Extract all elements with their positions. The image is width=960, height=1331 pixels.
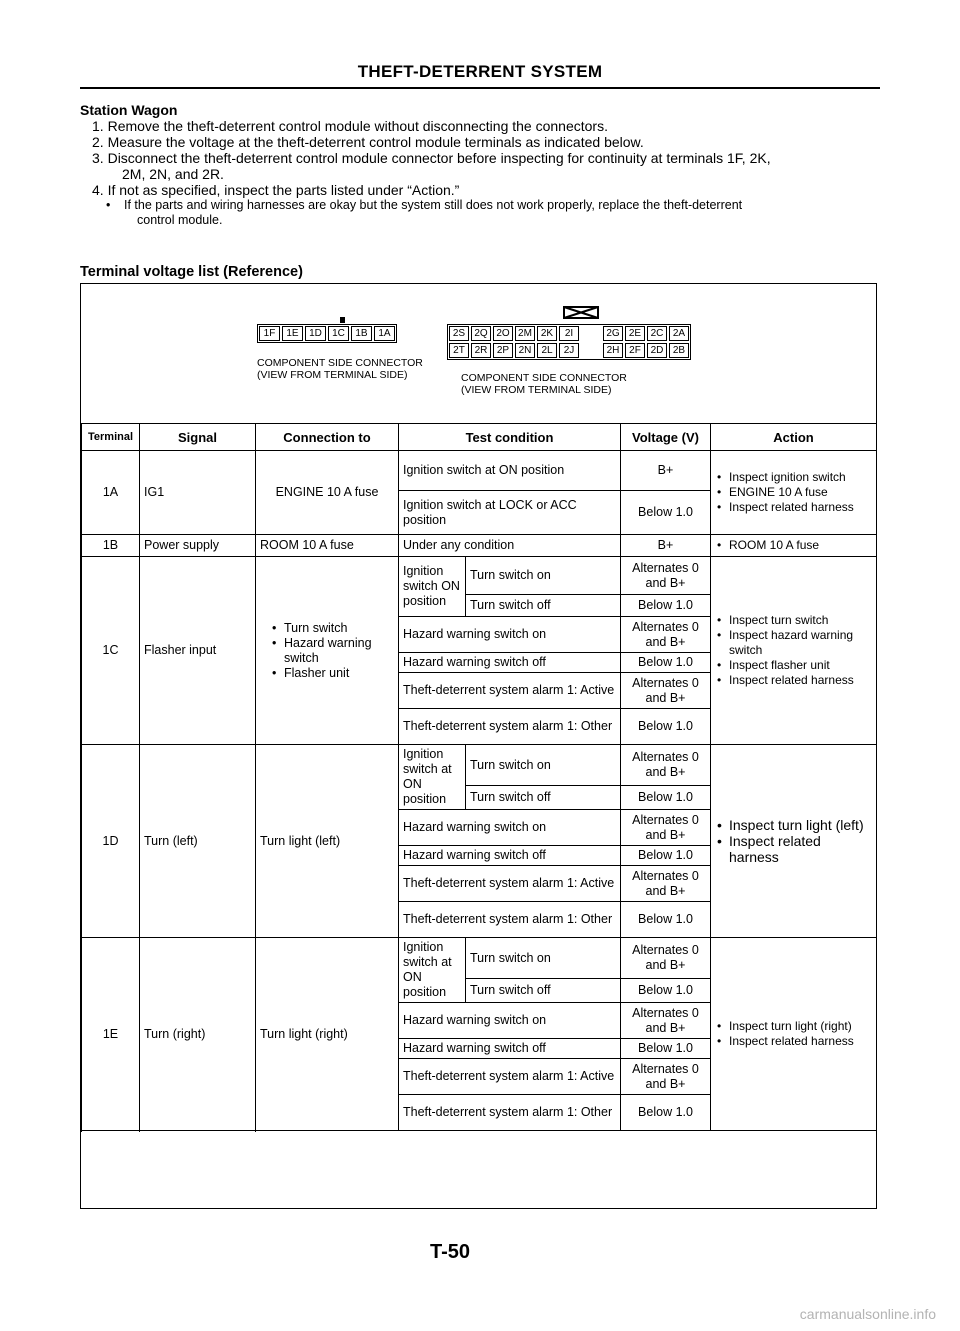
voltage-cell: Alternates 0 and B+ (621, 938, 711, 979)
voltage-cell: Below 1.0 (621, 491, 711, 535)
condition-cell: Turn switch on (466, 745, 621, 786)
condition-cell: Hazard warning switch off (399, 846, 621, 866)
condition-cell: Theft-deterrent system alarm 1: Active (399, 1059, 621, 1095)
instructions (80, 102, 880, 228)
connector-b-pin: 2P (493, 343, 513, 358)
condition-cell: Turn switch off (466, 786, 621, 810)
signal-cell: Flasher input (140, 557, 256, 745)
connector-b-pin: 2I (559, 326, 579, 341)
connector-b-pin: 2K (537, 326, 557, 341)
action-cell: • Inspect turn light (left) • Inspect related harness (711, 745, 877, 938)
condition-cell: Hazard warning switch on (399, 617, 621, 653)
table-title: Terminal voltage list (Reference) (80, 264, 303, 280)
connector-a-pin: 1F (259, 326, 280, 341)
voltage-cell: B+ (621, 535, 711, 557)
signal-cell: Power supply (140, 535, 256, 557)
action-cell: • Inspect ignition switch • ENGINE 10 A fuse • Inspect related harness (711, 451, 877, 535)
title-rule (80, 87, 880, 89)
terminal-cell: 1A (82, 451, 140, 535)
connector-b-pin: 2Q (471, 326, 491, 341)
voltage-cell: Below 1.0 (621, 1039, 711, 1059)
connector-a-pin: 1C (328, 326, 349, 341)
connector-diagram (81, 284, 876, 423)
action-cell: • Inspect turn light (right) • Inspect related harness (711, 938, 877, 1131)
header-action: Action (711, 424, 877, 451)
voltage-cell: Below 1.0 (621, 786, 711, 810)
connector-b-pin: 2A (669, 326, 689, 341)
connector-a-pin: 1B (351, 326, 372, 341)
connector-b-pin: 2N (515, 343, 535, 358)
condition-cell: Theft-deterrent system alarm 1: Other (399, 1095, 621, 1131)
condition-cell: Hazard warning switch off (399, 1039, 621, 1059)
voltage-cell: Alternates 0 and B+ (621, 866, 711, 902)
connector-b-gap (580, 325, 582, 342)
bullet-note: • If the parts and wiring harnesses are okay but the system still does not work properly, replace the theft-deterrent control module. (106, 198, 743, 227)
step-1: 1. Remove the theft-deterrent control module without disconnecting the connectors. (92, 118, 608, 134)
terminal-voltage-box (80, 283, 877, 1209)
condition-cell: Turn switch off (466, 979, 621, 1003)
signal-cell: Turn (left) (140, 745, 256, 938)
connector-b-key-mark (563, 306, 599, 319)
ignition-cell: Ignition switch at ON position (399, 938, 466, 1003)
page-number: T-50 (430, 1241, 471, 1263)
voltage-cell: Below 1.0 (621, 1095, 711, 1131)
step-4: 4. If not as specified, inspect the parts listed under “Action.” (92, 182, 460, 198)
table-row (82, 745, 877, 786)
voltage-cell: Below 1.0 (621, 902, 711, 938)
connector-a-caption: COMPONENT SIDE CONNECTOR (VIEW FROM TERMINAL SIDE) (257, 357, 423, 381)
terminal-cell: 1B (82, 535, 140, 557)
voltage-cell: Below 1.0 (621, 653, 711, 673)
connector-b-gap (580, 342, 582, 359)
connector-b-caption: COMPONENT SIDE CONNECTOR (VIEW FROM TERMINAL SIDE) (461, 372, 627, 396)
table-row (82, 557, 877, 595)
connector-b-pin: 2O (493, 326, 513, 341)
condition-cell: Theft-deterrent system alarm 1: Active (399, 673, 621, 709)
header-connection: Connection to (256, 424, 399, 451)
voltage-cell: Alternates 0 and B+ (621, 1003, 711, 1039)
voltage-cell: B+ (621, 451, 711, 491)
connector-b-pin: 2D (647, 343, 667, 358)
connector-b-pin: 2G (603, 326, 623, 341)
section-subtitle: Station Wagon (80, 102, 178, 118)
voltage-cell: Below 1.0 (621, 595, 711, 617)
connector-b-pin: 2R (471, 343, 491, 358)
connector-b-pin: 2J (559, 343, 579, 358)
voltage-cell: Below 1.0 (621, 709, 711, 745)
connector-a-pin: 1E (282, 326, 303, 341)
connector-b (447, 324, 691, 360)
connector-b-pin: 2B (669, 343, 689, 358)
header-test-condition: Test condition (399, 424, 621, 451)
connection-cell: ENGINE 10 A fuse (256, 451, 399, 535)
connector-b-pin: 2C (647, 326, 667, 341)
action-cell: • ROOM 10 A fuse (711, 535, 877, 557)
condition-cell: Ignition switch at ON position (399, 451, 621, 491)
condition-cell: Theft-deterrent system alarm 1: Active (399, 866, 621, 902)
connector-b-pin: 2F (625, 343, 645, 358)
action-cell: • Inspect turn switch • Inspect hazard warning switch • Inspect flasher unit • Inspect related harness (711, 557, 877, 745)
signal-cell: IG1 (140, 451, 256, 535)
connection-cell: ROOM 10 A fuse (256, 535, 399, 557)
condition-cell: Turn switch on (466, 938, 621, 979)
ignition-cell: Ignition switch ON position (399, 557, 466, 617)
voltage-cell: Alternates 0 and B+ (621, 617, 711, 653)
header-voltage: Voltage (V) (621, 424, 711, 451)
header-signal: Signal (140, 424, 256, 451)
page-title: THEFT-DETERRENT SYSTEM (357, 62, 603, 81)
voltage-cell: Below 1.0 (621, 979, 711, 1003)
voltage-cell: Alternates 0 and B+ (621, 1059, 711, 1095)
condition-cell: Under any condition (399, 535, 621, 557)
condition-cell: Theft-deterrent system alarm 1: Other (399, 902, 621, 938)
connector-a-key-mark (340, 317, 345, 323)
terminal-voltage-table (81, 423, 877, 1131)
terminal-cell: 1C (82, 557, 140, 745)
connector-b-pin: 2H (603, 343, 623, 358)
connector-b-pin: 2E (625, 326, 645, 341)
step-3: 3. Disconnect the theft-deterrent control module connector before inspecting for continuity at terminals 1F, 2K, 2M, 2N, and 2R. (92, 150, 771, 182)
table-row (82, 451, 877, 491)
watermark: carmanualsonline.info (799, 1306, 936, 1322)
step-2: 2. Measure the voltage at the theft-deterrent control module terminals as indicated below. (92, 134, 644, 150)
condition-cell: Turn switch on (466, 557, 621, 595)
voltage-cell: Alternates 0 and B+ (621, 673, 711, 709)
connector-a-pin: 1A (374, 326, 395, 341)
condition-cell: Ignition switch at LOCK or ACC position (399, 491, 621, 535)
table-row (82, 535, 877, 557)
connector-b-pin: 2T (449, 343, 469, 358)
table-row (82, 938, 877, 979)
connector-b-pin: 2M (515, 326, 535, 341)
voltage-cell: Alternates 0 and B+ (621, 745, 711, 786)
connector-b-pin: 2S (449, 326, 469, 341)
connection-cell: Turn light (left) (256, 745, 399, 938)
signal-cell: Turn (right) (140, 938, 256, 1131)
terminal-cell: 1D (82, 745, 140, 938)
ignition-cell: Ignition switch at ON position (399, 745, 466, 810)
voltage-cell: Alternates 0 and B+ (621, 810, 711, 846)
connection-cell: Turn light (right) (256, 938, 399, 1131)
voltage-cell: Below 1.0 (621, 846, 711, 866)
connector-b-pin: 2L (537, 343, 557, 358)
condition-cell: Theft-deterrent system alarm 1: Other (399, 709, 621, 745)
condition-cell: Hazard warning switch on (399, 1003, 621, 1039)
connector-a (257, 324, 397, 343)
condition-cell: Hazard warning switch off (399, 653, 621, 673)
table-header-row (82, 424, 877, 451)
condition-cell: Turn switch off (466, 595, 621, 617)
header-terminal: Terminal (82, 424, 140, 451)
terminal-cell: 1E (82, 938, 140, 1131)
voltage-cell: Alternates 0 and B+ (621, 557, 711, 595)
connector-a-pin: 1D (305, 326, 326, 341)
connection-cell: • Turn switch • Hazard warning switch • Flasher unit (256, 557, 399, 745)
condition-cell: Hazard warning switch on (399, 810, 621, 846)
